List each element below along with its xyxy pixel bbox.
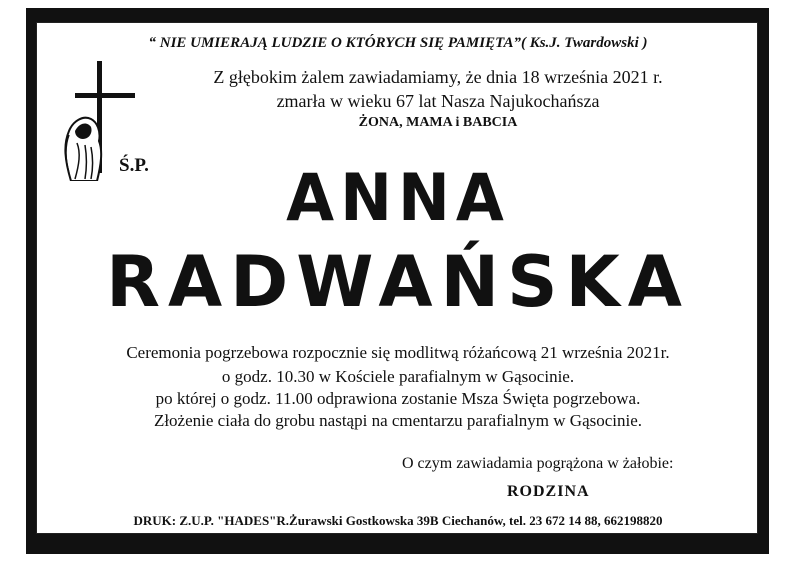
ceremony-line-4: Złożenie ciała do grobu nastąpi na cmentarzu parafialnym w Gąsocinie.: [153, 411, 643, 430]
announcement-line-3: ŻONA, MAMA i BABCIA: [358, 115, 518, 130]
memorial-prefix: Ś.P.: [119, 155, 149, 176]
ceremony-line-3: po której o godz. 11.00 odprawiona zostanie Msza Święta pogrzebowa.: [155, 389, 641, 408]
obituary-card: [36, 22, 758, 534]
ceremony-line-2: o godz. 10.30 w Kościele parafialnym w Gąsocinie.: [221, 367, 575, 386]
printer-footer: DRUK: Z.U.P. "HADES"R.Żurawski Gostkowska 39B Ciechanów, tel. 23 672 14 88, 662198820: [133, 513, 663, 528]
memorial-quote: “ NIE UMIERAJĄ LUDZIE O KTÓRYCH SIĘ PAMIĘTA”( Ks.J. Twardowski ): [148, 35, 648, 51]
family-signature: RODZINA: [507, 483, 590, 500]
announcement-line-2: zmarła w wieku 67 lat Nasza Najukochańsza: [276, 91, 600, 111]
mourning-statement: O czym zawiadamia pogrążona w żałobie:: [402, 455, 674, 472]
ceremony-line-1: Ceremonia pogrzebowa rozpocznie się modlitwą różańcową 21 września 2021r.: [126, 343, 670, 362]
announcement-line-1: Z głębokim żalem zawiadamiamy, że dnia 18 września 2021 r.: [213, 67, 663, 87]
deceased-first-name: ANNA: [286, 159, 510, 236]
deceased-last-name: RADWAŃSKA: [106, 241, 690, 323]
